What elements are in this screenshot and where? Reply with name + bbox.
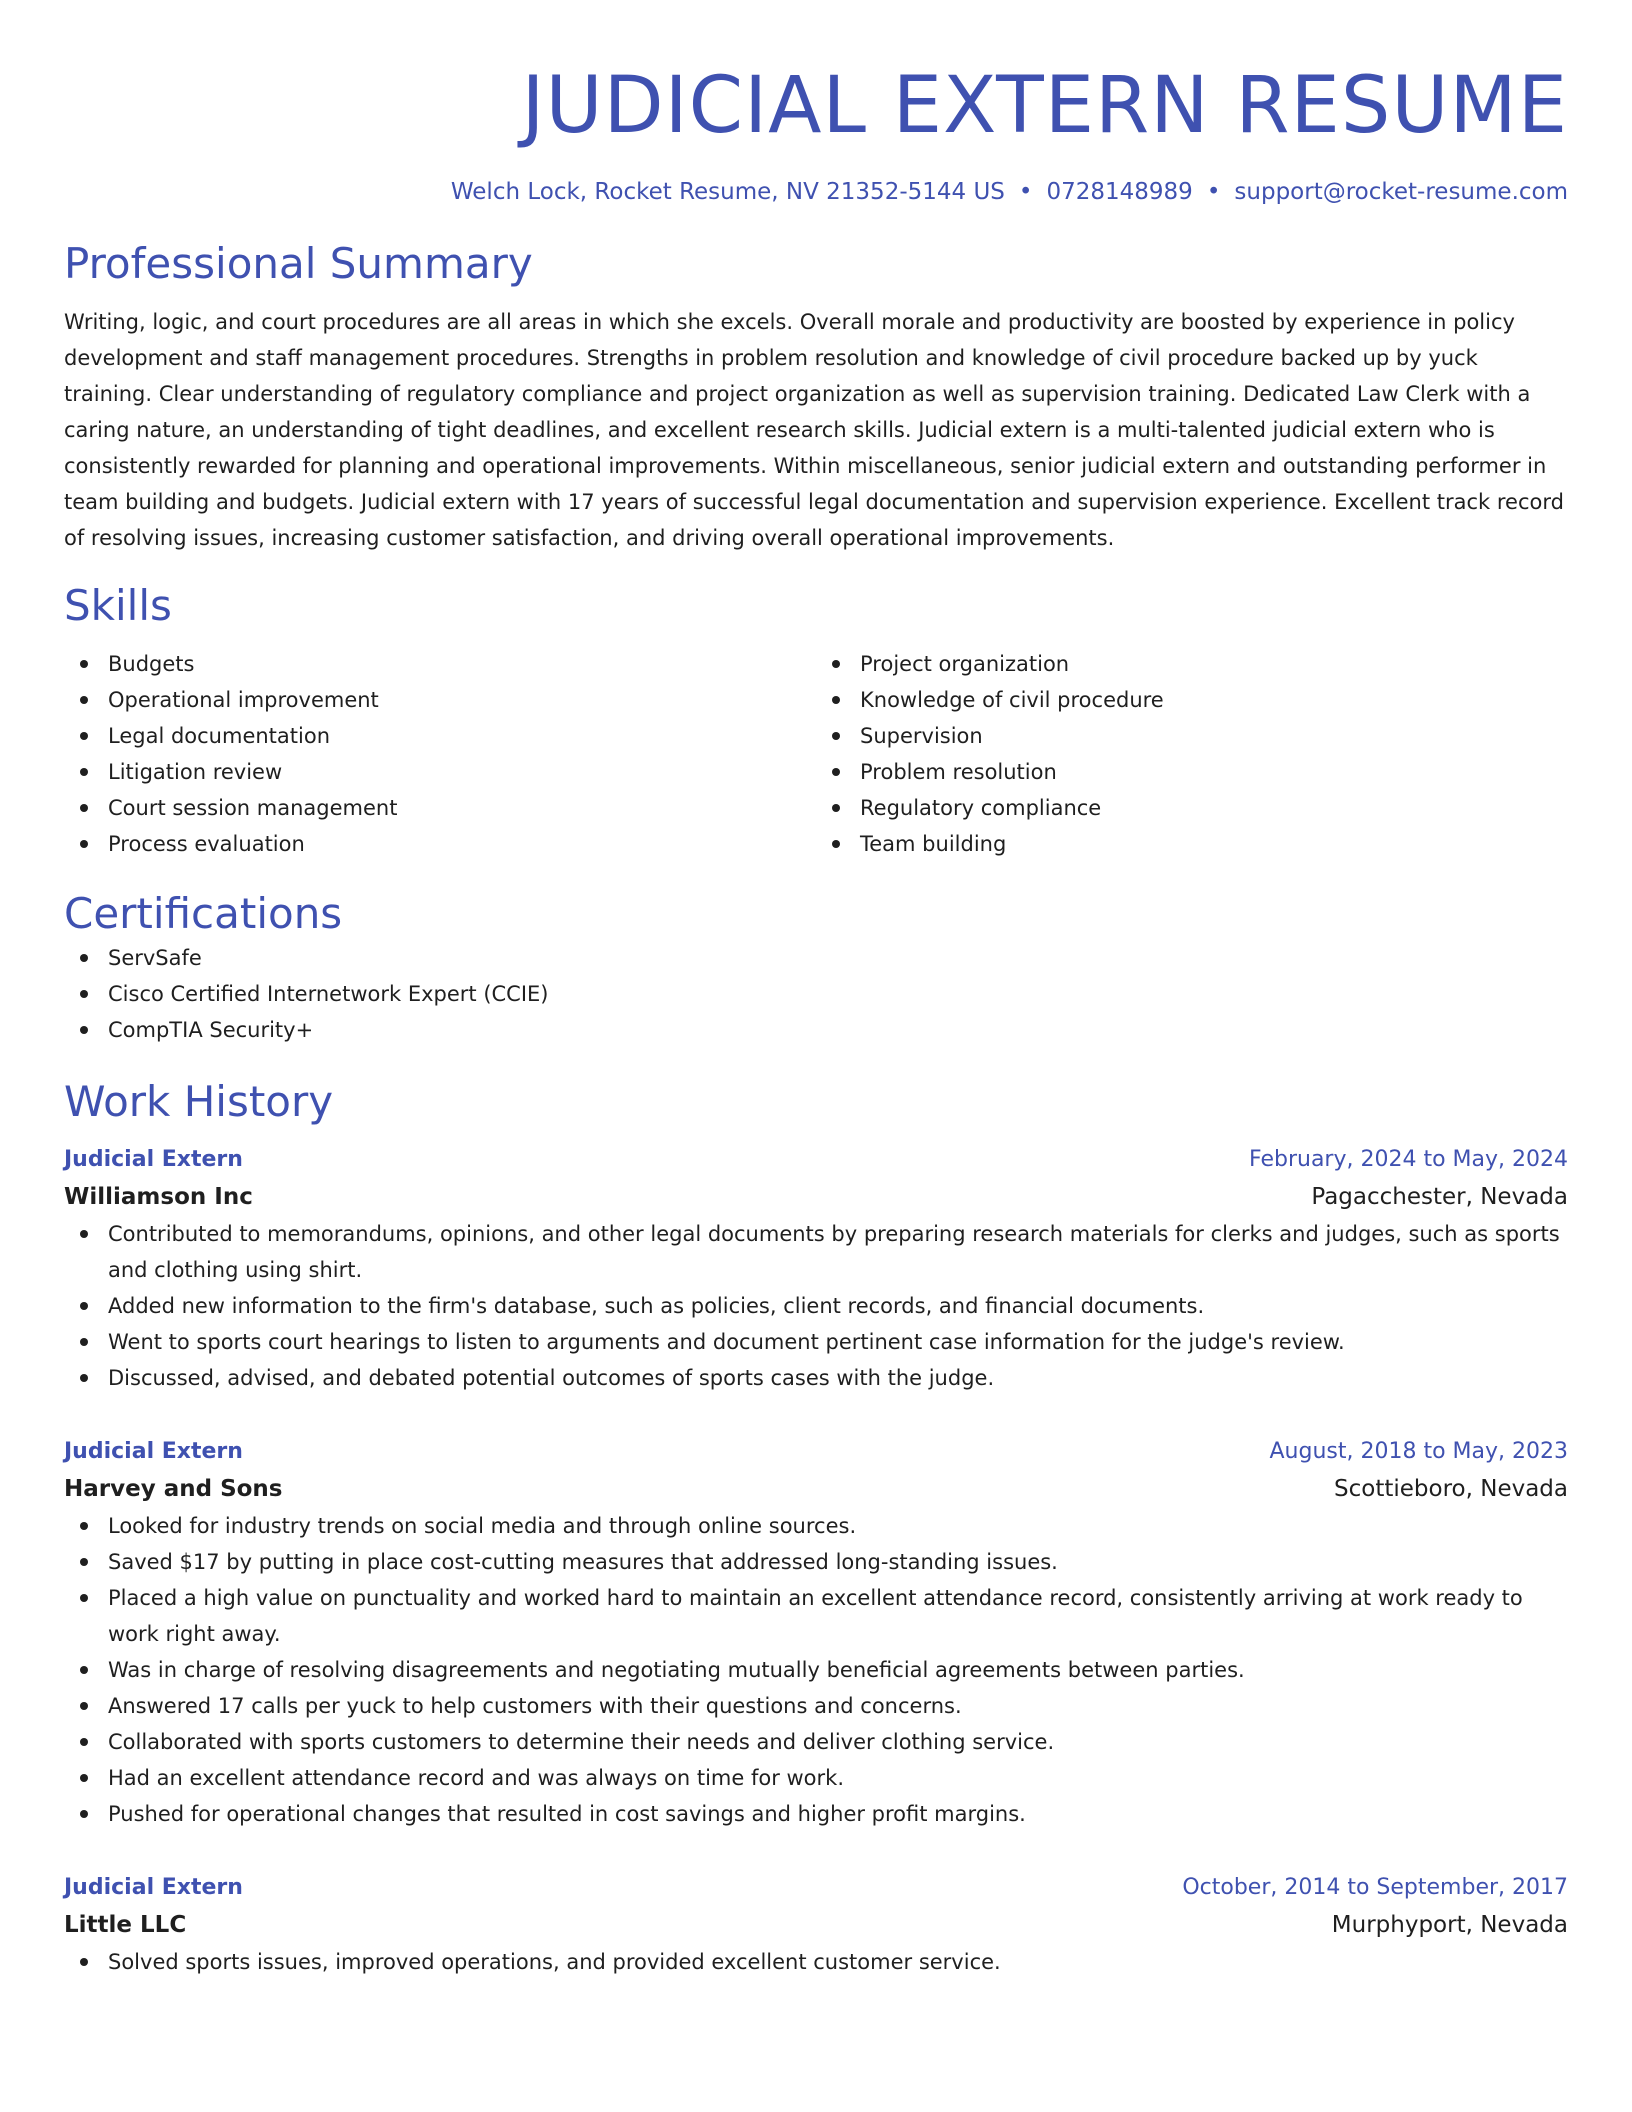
resume-title: JUDICIAL EXTERN RESUME: [521, 61, 1568, 151]
job-title: Judicial Extern: [64, 1147, 243, 1172]
contact-email: support@rocket-resume.com: [1234, 179, 1568, 205]
skill-item: Court session management: [64, 790, 816, 826]
job-bullet: Went to sports court hearings to listen to arguments and document pertinent case information for the judge's review.: [64, 1324, 1568, 1360]
job-employer-row: [64, 1470, 1568, 1508]
certification-item: ServSafe: [64, 940, 1568, 976]
skill-item: Budgets: [64, 646, 816, 682]
skills-section: [64, 580, 1568, 862]
contact-phone: 0728148989: [1046, 179, 1193, 205]
job-dates: August, 2018 to May, 2023: [1269, 1439, 1568, 1464]
job-bullet: Looked for industry trends on social media and through online sources.: [64, 1508, 1568, 1544]
skills-grid: [64, 646, 1568, 862]
job-entry: [64, 1870, 1568, 1980]
skill-item: Operational improvement: [64, 682, 816, 718]
contact-separator: •: [1206, 179, 1221, 205]
work-history-heading: Work History: [64, 1077, 334, 1126]
job-title: Judicial Extern: [64, 1875, 243, 1900]
certifications-list: [64, 940, 1568, 1048]
work-history-section: [64, 1076, 1568, 1980]
job-title: Judicial Extern: [64, 1439, 243, 1464]
skill-item: Litigation review: [64, 754, 816, 790]
skill-item: Legal documentation: [64, 718, 816, 754]
job-bullet: Collaborated with sports customers to determine their needs and deliver clothing service.: [64, 1724, 1568, 1760]
job-company: Williamson Inc: [64, 1184, 253, 1210]
skill-item: Team building: [816, 826, 1568, 862]
skill-item: Regulatory compliance: [816, 790, 1568, 826]
skill-item: Supervision: [816, 718, 1568, 754]
job-bullet: Had an excellent attendance record and was always on time for work.: [64, 1760, 1568, 1796]
resume-header: [64, 56, 1568, 208]
job-location: Scottieboro, Nevada: [1334, 1476, 1568, 1502]
job-bullet: Discussed, advised, and debated potential outcomes of sports cases with the judge.: [64, 1360, 1568, 1396]
skill-item: Project organization: [816, 646, 1568, 682]
skill-item: Process evaluation: [64, 826, 816, 862]
job-location: Murphyport, Nevada: [1331, 1912, 1568, 1938]
job-employer-row: [64, 1906, 1568, 1944]
job-location: Pagacchester, Nevada: [1311, 1184, 1568, 1210]
job-entry: [64, 1434, 1568, 1832]
job-header-row: [64, 1142, 1568, 1178]
skills-heading: Skills: [64, 581, 172, 630]
skill-item: Knowledge of civil procedure: [816, 682, 1568, 718]
job-bullet: Saved $17 by putting in place cost-cutting measures that addressed long-standing issues.: [64, 1544, 1568, 1580]
summary-text: Writing, logic, and court procedures are all areas in which she excels. Overall morale and productivity are boosted by experience in policy development and staff management procedures. Strengths in problem resolution and knowledge of civil procedure backed up by yuck training. Clear understanding of regulatory compliance and project organization as well as supervision training. Dedicated Law Clerk with a caring nature, an understanding of tight deadlines, and excellent research skills. Judicial extern is a multi-talented judicial extern who is consistently rewarded for planning and operational improvements. Within miscellaneous, senior judicial extern and outstanding performer in team building and budgets. Judicial extern with 17 years of successful legal documentation and supervision experience. Excellent track record of resolving issues, increasing customer satisfaction, and driving overall operational improvements.: [64, 310, 1564, 550]
contact-address: Welch Lock, Rocket Resume, NV 21352-5144 US: [450, 179, 1005, 205]
contact-line: [64, 176, 1568, 208]
job-bullet-list: [64, 1216, 1568, 1396]
job-employer-row: [64, 1178, 1568, 1216]
skills-list-left: [64, 646, 816, 862]
certification-item: CompTIA Security+: [64, 1012, 1568, 1048]
job-bullet: Contributed to memorandums, opinions, and other legal documents by preparing research materials for clerks and judges, such as sports and clothing using shirt.: [64, 1216, 1568, 1288]
job-company: Little LLC: [64, 1912, 187, 1938]
job-bullet: Solved sports issues, improved operations, and provided excellent customer service.: [64, 1944, 1568, 1980]
job-bullet: Answered 17 calls per yuck to help customers with their questions and concerns.: [64, 1688, 1568, 1724]
job-header-row: [64, 1870, 1568, 1906]
job-bullet-list: [64, 1508, 1568, 1832]
summary-heading: Professional Summary: [64, 239, 533, 288]
skills-list-right: [816, 646, 1568, 862]
certification-item: Cisco Certified Internetwork Expert (CCIE): [64, 976, 1568, 1012]
job-bullet: Added new information to the firm's database, such as policies, client records, and financial documents.: [64, 1288, 1568, 1324]
job-company: Harvey and Sons: [64, 1476, 283, 1502]
job-bullet: Was in charge of resolving disagreements and negotiating mutually beneficial agreements between parties.: [64, 1652, 1568, 1688]
certifications-heading: Certifications: [64, 889, 343, 938]
contact-separator: •: [1018, 179, 1033, 205]
job-header-row: [64, 1434, 1568, 1470]
job-bullet: Placed a high value on punctuality and worked hard to maintain an excellent attendance record, consistently arriving at work ready to work right away.: [64, 1580, 1568, 1652]
job-bullet-list: [64, 1944, 1568, 1980]
skill-item: Problem resolution: [816, 754, 1568, 790]
job-dates: October, 2014 to September, 2017: [1182, 1875, 1568, 1900]
job-entry: [64, 1142, 1568, 1396]
job-bullet: Pushed for operational changes that resulted in cost savings and higher profit margins.: [64, 1796, 1568, 1832]
job-dates: February, 2024 to May, 2024: [1249, 1147, 1568, 1172]
summary-section: [64, 238, 1568, 556]
certifications-section: [64, 888, 1568, 1048]
